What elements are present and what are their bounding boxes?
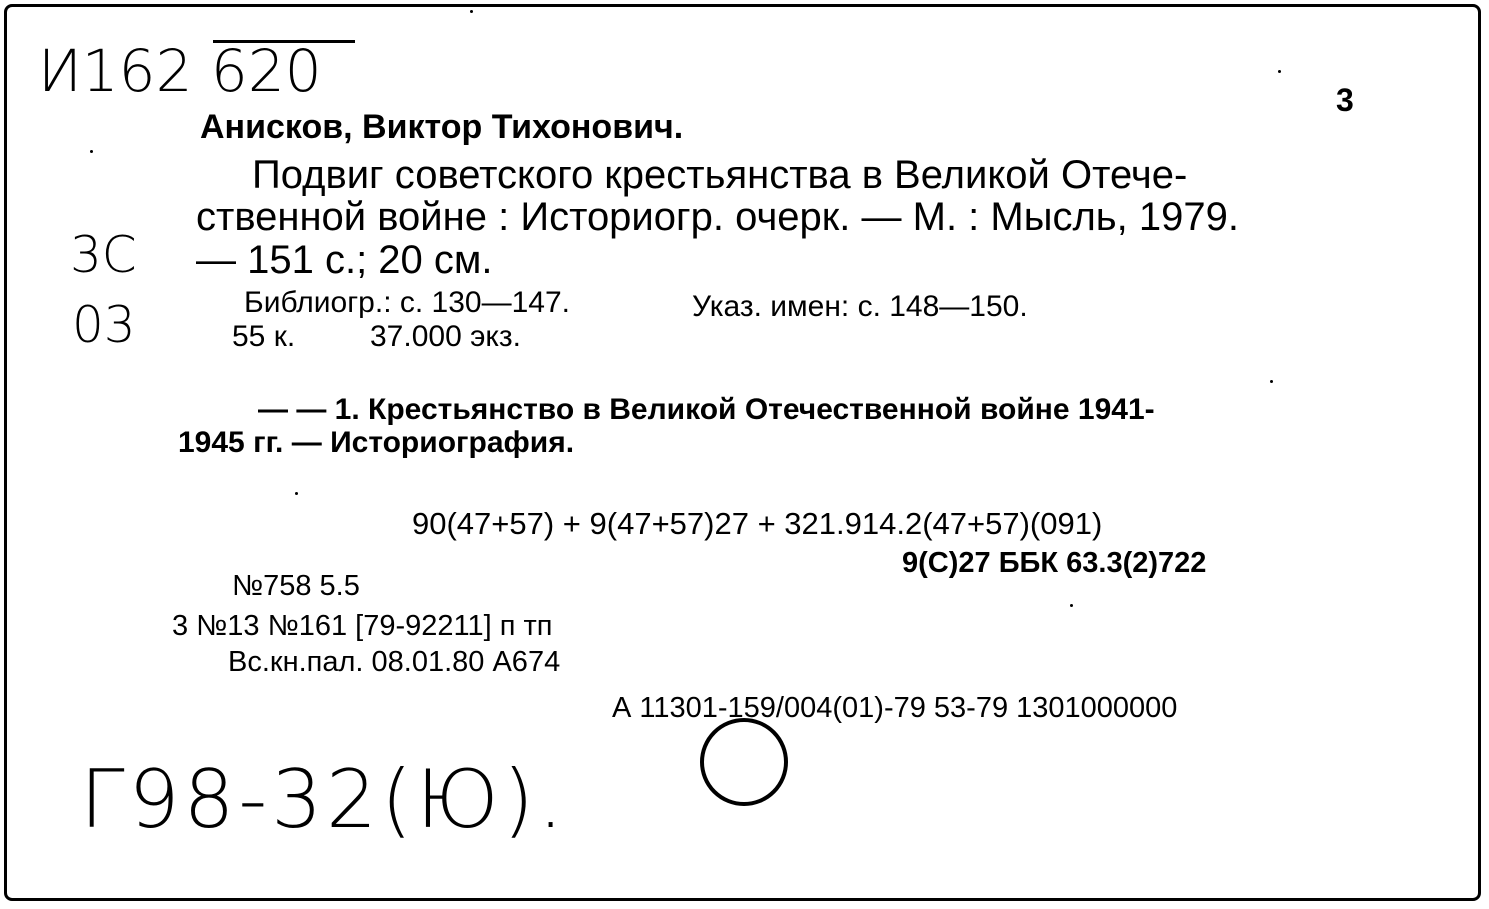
bibliography-note: Библиогр.: с. 130—147. (244, 286, 570, 319)
scan-speck (90, 150, 93, 153)
title-line-3: — 151 с.; 20 см. (196, 238, 493, 282)
handwritten-inventory-number: И162 620 (38, 37, 322, 105)
scan-speck (1270, 380, 1273, 383)
scan-speck (470, 10, 473, 13)
scan-speck (295, 492, 298, 495)
print-run-note: 37.000 экз. (370, 320, 521, 353)
inventory-overline (213, 40, 355, 43)
handwritten-sigla-3c: 3С (70, 226, 137, 284)
card-number: 3 (1336, 82, 1354, 118)
subject-line-1: — — 1. Крестьянство в Великой Отечественной войне 1941- (258, 393, 1155, 426)
classification-udc: 90(47+57) + 9(47+57)27 + 321.914.2(47+57)(091) (412, 506, 1103, 541)
service-line-2: 3 №13 №161 [79-92211] п тп (172, 610, 553, 642)
service-line-1: №758 5.5 (232, 570, 360, 602)
title-line-2: ственной войне : Историогр. очерк. — М. : Мысль, 1979. (196, 195, 1239, 239)
scan-speck (1070, 604, 1073, 607)
subject-line-2: 1945 гг. — Историография. (178, 426, 575, 459)
title-line-1: Подвиг советского крестьянства в Великой Отече- (252, 153, 1188, 197)
stamp-circle (700, 718, 788, 806)
handwritten-sigla-03: 03 (72, 296, 136, 354)
classification-bbk: 9(С)27 ББК 63.3(2)722 (902, 547, 1207, 579)
author-heading: Анисков, Виктор Тихонович. (200, 108, 684, 146)
index-note: Указ. имен: с. 148—150. (692, 290, 1028, 323)
price-note: 55 к. (232, 320, 296, 353)
service-line-4: А 11301-159/004(01)-79 53-79 1301000000 (612, 692, 1178, 724)
service-line-3: Вс.кн.пал. 08.01.80 А674 (228, 646, 561, 678)
handwritten-shelf-mark: Г98-32(Ю). (80, 753, 568, 846)
scan-speck (1278, 70, 1281, 73)
